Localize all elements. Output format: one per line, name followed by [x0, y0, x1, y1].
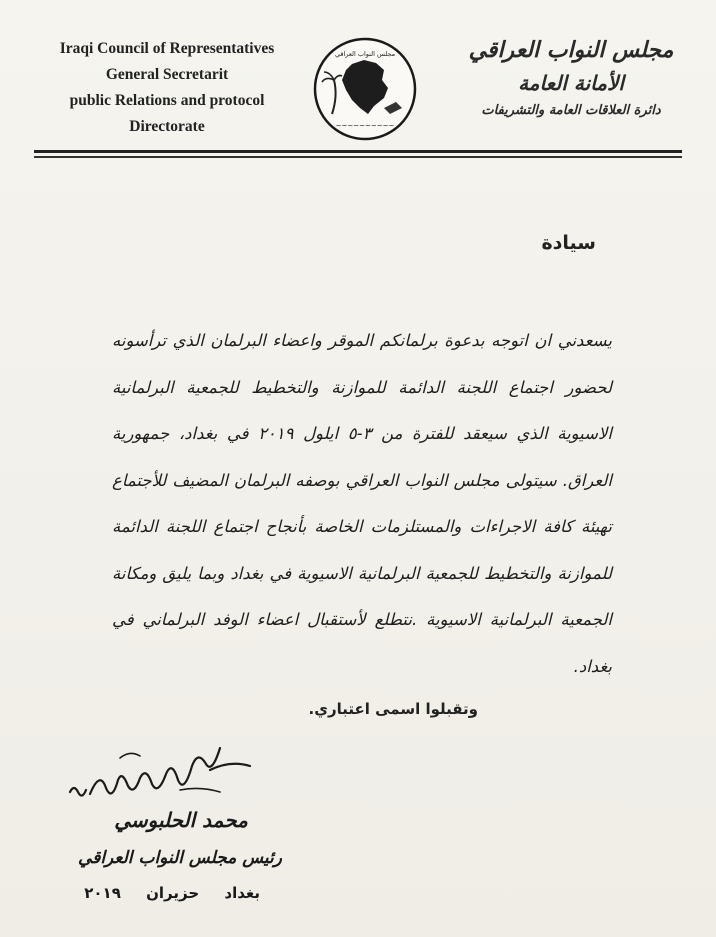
header-divider-thin: [34, 156, 682, 158]
letterhead-line-2: General Secretarit: [105, 66, 229, 83]
signer-name: محمد الحلبوسي: [114, 808, 248, 832]
emblem-label: مجلس النواب العراقي: [334, 50, 396, 58]
body-paragraph-1: يسعدني ان اتوجه بدعوة برلمانكم الموقر واعضاء البرلمان الذي ترأسونه لحضور اجتماع اللجنة الدائمة للموازنة والتخطيط للجمعية البرلمانية الاسيوية الذي سيعقد للفترة من ٣-٥ ايلول ٢٠١٩ في بغداد، جمهورية العراق.: [112, 331, 612, 490]
body-paragraph-2: سيتولى مجلس النواب العراقي بوصفه البرلمان المضيف للأجتماع تهيئة كافة الاجراءات والمستلزمات الخاصة بأنجاح اجتماع اللجنة الدائمة للموازنة والتخطيط للجمعية البرلمانية الاسيوية في بغداد وبما يليق ومكانة الجمعية البرلمانية الاسيوية .نتطلع لأستقبال اعضاء الوفد البرلماني في بغداد.: [112, 470, 612, 676]
council-emblem-logo: [312, 36, 418, 142]
closing-line: وتقبلوا اسمى اعتباري.: [308, 700, 478, 718]
arabic-letterhead-line-2: الأمانة العامة: [518, 71, 624, 95]
header-divider-thick: [34, 150, 682, 153]
english-letterhead: [52, 36, 282, 140]
svg-text:~~~~~~~~~~: ~~~~~~~~~~: [335, 122, 395, 130]
date-line: [84, 884, 270, 902]
arabic-letterhead-line-3: دائرة العلاقات العامة والتشريفات: [481, 103, 661, 118]
arabic-letterhead-line-1: مجلس النواب العراقي: [468, 38, 674, 63]
signer-title: رئيس مجلس النواب العراقي: [78, 848, 282, 868]
handwritten-signature: [60, 730, 260, 810]
salutation: سيادة: [541, 232, 596, 254]
arabic-letterhead: [466, 34, 676, 124]
letter-body: [112, 318, 612, 690]
date-year: ٢٠١٩: [84, 884, 121, 902]
date-month: حزيران: [146, 884, 200, 902]
letterhead-line-4: Directorate: [129, 118, 205, 135]
letterhead-line-1: Iraqi Council of Representatives: [59, 40, 275, 57]
date-place: بغداد: [224, 884, 260, 902]
letterhead-line-3: public Relations and protocol: [69, 92, 265, 109]
